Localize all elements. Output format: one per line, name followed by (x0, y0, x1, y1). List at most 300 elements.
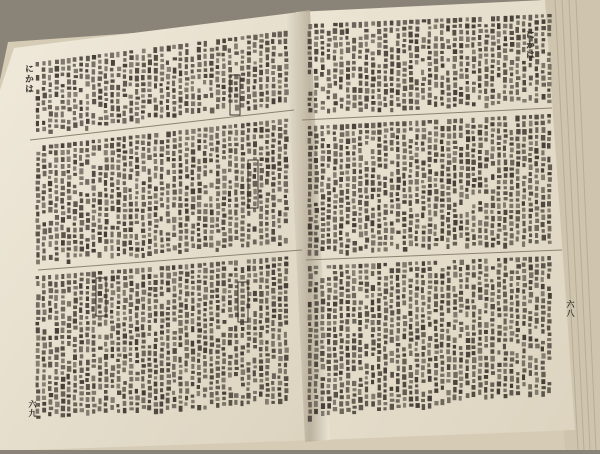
glyph-mark (209, 142, 213, 145)
glyph-mark (441, 281, 445, 285)
glyph-mark (516, 123, 519, 127)
glyph-mark (122, 156, 126, 161)
glyph-mark (390, 21, 394, 26)
glyph-mark (166, 184, 170, 189)
glyph-mark (548, 19, 552, 23)
glyph-mark (353, 393, 357, 396)
glyph-mark (403, 247, 408, 252)
glyph-mark (371, 293, 374, 298)
glyph-mark (340, 164, 343, 169)
glyph-mark (92, 327, 95, 333)
glyph-mark (472, 136, 475, 141)
glyph-mark (434, 74, 438, 80)
glyph-mark (48, 275, 51, 279)
glyph-mark (314, 329, 318, 333)
glyph-mark (198, 145, 201, 151)
glyph-mark (346, 61, 350, 66)
glyph-mark (490, 230, 494, 236)
glyph-mark (491, 42, 496, 46)
glyph-mark (510, 60, 514, 65)
glyph-mark (104, 227, 107, 230)
glyph-mark (54, 150, 58, 155)
glyph-mark (154, 173, 157, 179)
glyph-mark (148, 228, 151, 231)
glyph-mark (403, 128, 407, 132)
glyph-mark (184, 402, 187, 406)
glyph-mark (142, 55, 145, 61)
glyph-mark (333, 309, 337, 314)
glyph-mark (516, 334, 519, 337)
glyph-mark (166, 197, 169, 203)
glyph-mark (203, 319, 207, 322)
glyph-mark (203, 336, 207, 340)
glyph-mark (167, 67, 171, 72)
glyph-mark (441, 268, 445, 272)
glyph-mark (98, 284, 102, 289)
glyph-mark (320, 351, 324, 356)
glyph-mark (466, 212, 469, 218)
glyph-mark (116, 330, 120, 334)
glyph-mark (440, 198, 445, 201)
glyph-mark (371, 63, 375, 68)
glyph-mark (203, 134, 207, 138)
glyph-mark (54, 157, 58, 162)
glyph-mark (516, 282, 519, 286)
glyph-mark (352, 345, 356, 350)
glyph-mark (265, 346, 268, 351)
glyph-mark (471, 42, 474, 47)
glyph-mark (516, 309, 519, 313)
glyph-mark (390, 310, 394, 315)
glyph-mark (541, 291, 545, 296)
glyph-mark (73, 402, 77, 406)
glyph-mark (548, 120, 551, 124)
glyph-mark (80, 291, 84, 295)
glyph-mark (472, 379, 475, 383)
glyph-mark (308, 131, 312, 136)
glyph-mark (466, 94, 470, 100)
glyph-mark (384, 28, 388, 32)
glyph-mark (85, 63, 89, 67)
glyph-mark (98, 166, 102, 170)
glyph-mark (364, 187, 368, 193)
glyph-mark (471, 131, 474, 134)
glyph-mark (428, 26, 431, 29)
glyph-mark (197, 42, 201, 45)
glyph-mark (61, 171, 65, 176)
glyph-mark (415, 193, 418, 197)
glyph-mark (241, 157, 245, 161)
glyph-mark (314, 362, 318, 367)
glyph-mark (123, 305, 127, 310)
glyph-mark (247, 46, 251, 49)
glyph-mark (504, 358, 508, 361)
glyph-mark (234, 37, 237, 42)
glyph-mark (247, 273, 251, 277)
glyph-mark (55, 336, 59, 340)
glyph-mark (141, 248, 144, 251)
glyph-mark (80, 408, 84, 412)
glyph-mark (48, 381, 52, 384)
glyph-mark (447, 179, 452, 185)
glyph-mark (148, 374, 152, 378)
glyph-mark (453, 82, 457, 88)
glyph-mark (339, 23, 343, 28)
glyph-mark (453, 25, 457, 28)
glyph-mark (408, 227, 412, 232)
glyph-mark (104, 396, 108, 401)
glyph-mark (503, 306, 507, 312)
glyph-mark (271, 71, 275, 75)
glyph-mark (160, 375, 164, 380)
glyph-mark (247, 343, 250, 348)
glyph-mark (378, 181, 382, 185)
glyph-mark (98, 102, 102, 107)
glyph-mark (253, 345, 257, 348)
glyph-mark (377, 364, 380, 369)
glyph-mark (216, 380, 219, 384)
glyph-mark (160, 304, 164, 310)
glyph-mark (535, 93, 538, 96)
glyph-mark (166, 343, 169, 349)
glyph-mark (377, 356, 381, 362)
glyph-mark (378, 150, 382, 155)
glyph-mark (148, 306, 152, 311)
glyph-mark (384, 128, 389, 132)
glyph-mark (197, 365, 201, 370)
glyph-mark (147, 75, 151, 79)
glyph-mark (166, 243, 170, 246)
glyph-mark (446, 167, 450, 172)
glyph-mark (333, 167, 336, 171)
glyph-mark (422, 77, 426, 81)
glyph-mark (197, 202, 201, 208)
glyph-mark (179, 97, 183, 103)
glyph-mark (129, 136, 133, 140)
glyph-mark (547, 14, 551, 17)
glyph-mark (497, 23, 501, 29)
glyph-mark (339, 84, 342, 89)
glyph-mark (340, 98, 344, 102)
glyph-mark (339, 153, 342, 157)
glyph-mark (515, 27, 519, 33)
glyph-mark (85, 373, 89, 376)
glyph-mark (272, 46, 276, 50)
glyph-mark (396, 394, 400, 397)
glyph-mark (333, 400, 336, 405)
glyph-mark (48, 207, 52, 213)
glyph-mark (339, 184, 342, 188)
glyph-mark (490, 83, 493, 86)
glyph-mark (333, 36, 337, 40)
glyph-mark (529, 172, 532, 176)
glyph-mark (80, 397, 84, 400)
glyph-mark (48, 119, 52, 123)
glyph-mark (535, 15, 538, 19)
glyph-mark (345, 264, 349, 268)
glyph-mark (434, 145, 438, 151)
glyph-mark (421, 70, 424, 75)
glyph-mark (428, 210, 431, 216)
glyph-mark (352, 360, 356, 364)
glyph-mark (42, 100, 46, 105)
glyph-mark (142, 240, 145, 246)
glyph-mark (142, 166, 146, 172)
glyph-mark (478, 17, 482, 22)
glyph-mark (353, 388, 357, 391)
glyph-mark (253, 319, 257, 325)
glyph-mark (141, 346, 145, 349)
glyph-mark (371, 168, 375, 173)
glyph-mark (440, 379, 444, 384)
glyph-mark (222, 358, 226, 364)
glyph-mark (197, 223, 200, 226)
glyph-mark (284, 97, 287, 103)
glyph-mark (166, 393, 170, 396)
glyph-mark (548, 72, 552, 75)
glyph-mark (173, 342, 177, 346)
glyph-mark (42, 196, 45, 200)
glyph-mark (117, 301, 120, 305)
glyph-mark (184, 223, 187, 227)
glyph-mark (222, 392, 226, 395)
glyph-mark (447, 212, 450, 215)
glyph-mark (327, 288, 331, 293)
glyph-mark (259, 152, 263, 155)
glyph-mark (49, 399, 53, 404)
glyph-mark (428, 267, 432, 271)
glyph-mark (49, 111, 53, 116)
glyph-mark (272, 221, 275, 227)
glyph-mark (173, 348, 177, 354)
glyph-mark (197, 69, 201, 72)
glyph-mark (327, 43, 331, 46)
glyph-mark (284, 157, 288, 163)
glyph-mark (154, 113, 158, 118)
glyph-mark (215, 147, 218, 153)
glyph-mark (547, 137, 551, 141)
glyph-mark (421, 142, 424, 146)
glyph-mark (408, 311, 412, 316)
glyph-mark (504, 319, 507, 325)
glyph-mark (453, 90, 457, 95)
glyph-mark (529, 115, 532, 119)
glyph-mark (215, 186, 219, 189)
glyph-mark (172, 299, 176, 303)
glyph-mark (491, 394, 494, 399)
glyph-mark (284, 262, 288, 267)
glyph-mark (241, 61, 244, 64)
glyph-mark (434, 320, 438, 324)
glyph-mark (67, 413, 71, 416)
glyph-mark (340, 356, 344, 361)
glyph-mark (541, 263, 546, 268)
glyph-mark (235, 230, 238, 234)
glyph-mark (378, 199, 381, 203)
glyph-mark (434, 232, 437, 236)
glyph-mark (278, 399, 282, 404)
glyph-mark (247, 401, 250, 405)
glyph-mark (327, 308, 332, 311)
glyph-mark (110, 183, 114, 187)
glyph-mark (197, 209, 201, 214)
glyph-mark (166, 288, 170, 293)
glyph-mark (73, 57, 77, 62)
glyph-mark (383, 177, 387, 180)
glyph-mark (178, 283, 182, 288)
glyph-mark (228, 222, 232, 226)
glyph-mark (73, 80, 77, 85)
glyph-mark (371, 194, 374, 199)
glyph-mark (142, 351, 146, 357)
glyph-mark (111, 354, 115, 358)
glyph-mark (42, 203, 46, 209)
glyph-mark (198, 188, 202, 193)
glyph-mark (284, 151, 287, 154)
glyph-mark (79, 155, 82, 161)
glyph-mark (415, 335, 419, 339)
glyph-mark (434, 172, 438, 176)
glyph-mark (403, 20, 407, 25)
glyph-mark (440, 37, 444, 41)
glyph-mark (459, 192, 463, 198)
glyph-mark (240, 66, 244, 71)
glyph-mark (321, 156, 325, 162)
glyph-mark (135, 196, 138, 199)
glyph-mark (447, 230, 451, 235)
glyph-mark (440, 140, 443, 145)
glyph-mark (160, 77, 164, 81)
glyph-mark (384, 235, 387, 240)
glyph-mark (548, 382, 552, 385)
glyph-mark (173, 57, 177, 60)
glyph-mark (166, 281, 170, 286)
glyph-mark (441, 184, 445, 189)
glyph-mark (210, 328, 214, 333)
glyph-mark (284, 51, 288, 56)
glyph-mark (247, 79, 251, 85)
glyph-mark (491, 266, 495, 269)
glyph-mark (466, 338, 470, 343)
glyph-mark (321, 391, 325, 395)
glyph-mark (166, 105, 169, 110)
glyph-mark (340, 37, 343, 40)
glyph-mark (516, 276, 520, 280)
glyph-mark (308, 314, 312, 320)
glyph-mark (191, 64, 195, 67)
glyph-mark (315, 140, 319, 143)
glyph-mark (246, 393, 250, 399)
glyph-mark (435, 383, 439, 387)
glyph-mark (142, 405, 146, 409)
glyph-mark (105, 59, 109, 64)
glyph-mark (416, 134, 419, 140)
glyph-mark (478, 276, 481, 279)
glyph-mark (148, 177, 152, 183)
glyph-mark (409, 404, 413, 407)
glyph-mark (346, 151, 350, 155)
glyph-mark (471, 37, 475, 40)
glyph-mark (160, 311, 164, 316)
glyph-mark (484, 289, 488, 295)
glyph-mark (396, 355, 400, 358)
glyph-mark (79, 205, 83, 210)
glyph-mark (92, 193, 95, 197)
glyph-mark (123, 269, 127, 274)
glyph-mark (340, 382, 344, 387)
glyph-mark (440, 305, 443, 310)
glyph-mark (371, 137, 375, 141)
glyph-mark (204, 49, 207, 52)
glyph-mark (523, 315, 526, 320)
glyph-mark (116, 52, 119, 58)
glyph-mark (154, 83, 157, 88)
glyph-mark (123, 209, 128, 212)
glyph-mark (203, 80, 206, 84)
glyph-mark (428, 74, 432, 78)
glyph-mark (98, 225, 102, 230)
glyph-mark (204, 190, 208, 194)
glyph-mark (396, 147, 399, 152)
glyph-mark (154, 206, 158, 210)
glyph-mark (365, 180, 369, 186)
glyph-mark (191, 101, 195, 106)
glyph-mark (154, 201, 158, 205)
glyph-mark (197, 244, 201, 249)
glyph-mark (371, 34, 375, 38)
glyph-mark (272, 215, 276, 219)
glyph-mark (498, 313, 502, 317)
glyph-mark (160, 402, 164, 407)
glyph-mark (408, 187, 411, 193)
glyph-mark (321, 65, 325, 71)
glyph-mark (142, 147, 145, 151)
glyph-mark (384, 289, 388, 295)
glyph-mark (265, 353, 269, 356)
glyph-mark (204, 165, 208, 168)
glyph-mark (216, 39, 220, 44)
glyph-mark (428, 87, 431, 91)
glyph-mark (409, 304, 413, 309)
glyph-mark (345, 270, 348, 274)
glyph-mark (497, 363, 501, 367)
glyph-mark (260, 34, 264, 37)
glyph-mark (327, 411, 330, 416)
glyph-mark (37, 103, 40, 106)
glyph-mark (36, 152, 40, 156)
glyph-mark (55, 258, 59, 262)
glyph-mark (61, 384, 65, 390)
glyph-mark (340, 171, 344, 175)
glyph-mark (548, 357, 552, 360)
glyph-mark (371, 107, 374, 112)
glyph-mark (173, 225, 176, 231)
glyph-mark (110, 373, 115, 377)
glyph-mark (352, 151, 355, 155)
glyph-mark (67, 58, 71, 63)
glyph-mark (503, 85, 506, 89)
glyph-mark (49, 163, 52, 168)
glyph-mark (160, 101, 163, 105)
glyph-mark (434, 184, 437, 188)
glyph-mark (166, 211, 170, 217)
glyph-mark (535, 121, 539, 125)
glyph-mark (333, 50, 337, 54)
glyph-mark (409, 397, 413, 402)
glyph-mark (452, 30, 456, 36)
glyph-mark (204, 236, 207, 241)
glyph-mark (247, 332, 251, 335)
